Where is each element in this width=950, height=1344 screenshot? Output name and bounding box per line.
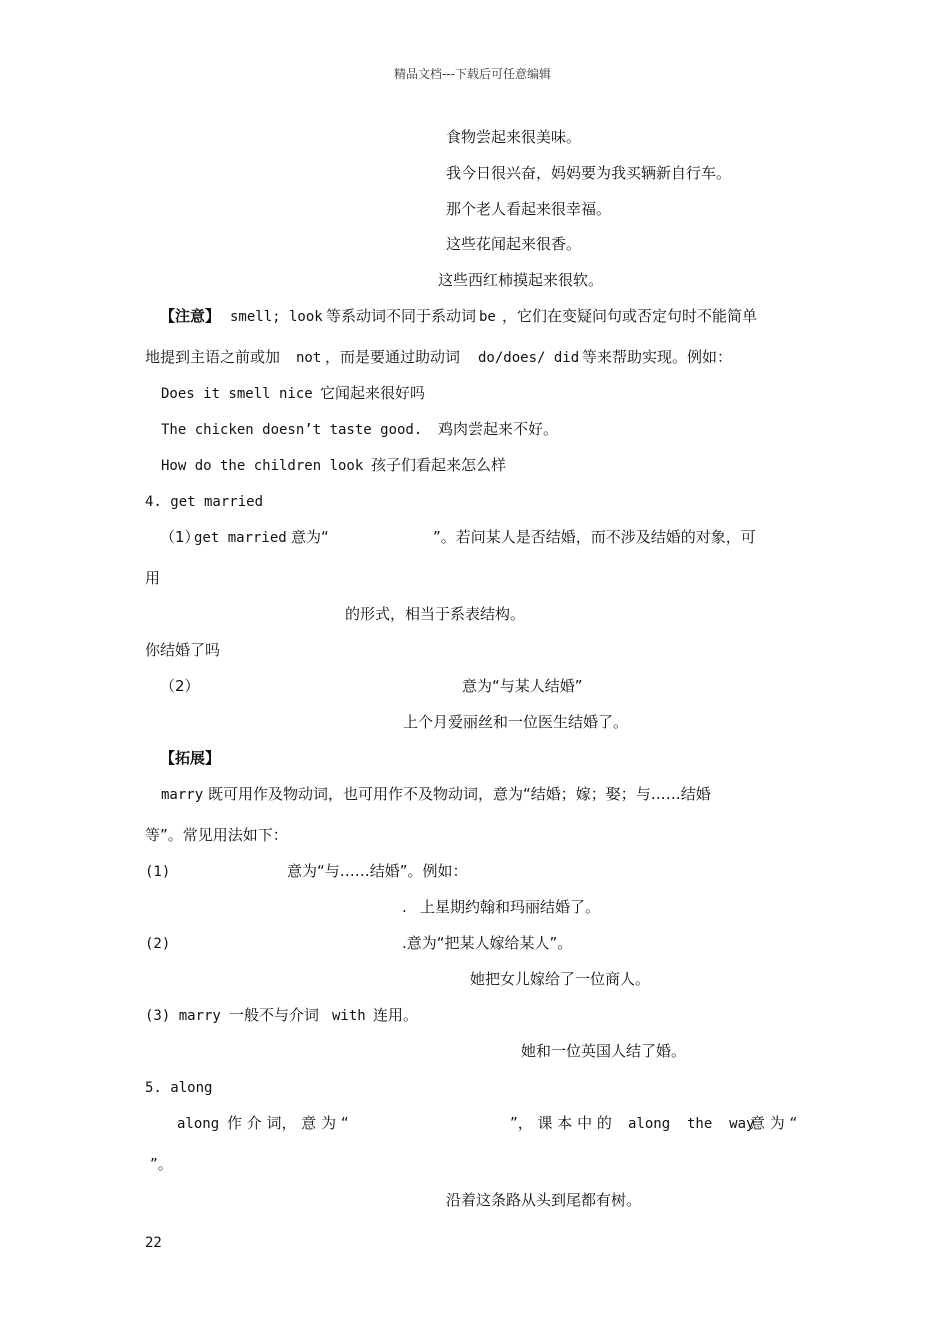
s4-2-number: （2） xyxy=(160,677,200,695)
s4-1-meaning-close: ”。若问某人是否结婚，而不涉及结婚的对象，可 xyxy=(433,528,756,546)
s4-1-number: （1） xyxy=(160,528,200,546)
note-keywords: smell; look xyxy=(230,309,323,325)
s5-text-2: ”， 课 本 中 的 xyxy=(510,1114,612,1132)
example-2-chinese: 鸡肉尝起来不好。 xyxy=(438,420,559,438)
page-header: 精品文档---下载后可任意编辑 xyxy=(394,67,551,81)
extension-text: 既可用作及物动词，也可用作不及物动词，意为“结婚；嫁；娶；与……结婚 xyxy=(208,785,711,803)
usage-1-number: (1) xyxy=(145,864,171,880)
note-be: be xyxy=(479,309,496,325)
section-5-heading: 5. along xyxy=(145,1080,213,1096)
sentence-flowers: 这些花闻起来很香。 xyxy=(446,235,582,253)
example-1-chinese: 它闻起来很好吗 xyxy=(320,384,426,402)
example-1-english: Does it smell nice xyxy=(161,386,313,402)
s4-1-continued: 用 xyxy=(145,569,161,587)
sentence-tomatoes: 这些西红柿摸起来很软。 xyxy=(438,271,604,289)
usage-3-example: 她和一位英国人结了婚。 xyxy=(521,1042,687,1060)
note2-text-2: ，而是要通过助动词 xyxy=(325,348,461,366)
section-4-heading: 4. get married xyxy=(145,494,264,510)
s5-along: along xyxy=(177,1116,220,1132)
usage-3-text-1: 一般不与介词 xyxy=(229,1006,320,1024)
s5-text-4: ”。 xyxy=(150,1155,173,1173)
usage-2-meaning: .意为“把某人嫁给某人”。 xyxy=(402,934,573,952)
example-3-english: How do the children look xyxy=(161,458,364,474)
extension-label: 【拓展】 xyxy=(160,749,221,767)
s4-1-phrase: get married xyxy=(194,530,287,546)
s4-2-example: 上个月爱丽丝和一位医生结婚了。 xyxy=(403,713,629,731)
page-number: 22 xyxy=(145,1235,162,1251)
sentence-old-man: 那个老人看起来很幸福。 xyxy=(446,200,612,218)
usage-3-number: (3) marry xyxy=(145,1008,221,1024)
s5-phrase: along the way xyxy=(628,1116,755,1132)
note-text-1: 等系动词不同于系动词 xyxy=(326,307,477,325)
s4-2-meaning: 意为“与某人结婚” xyxy=(462,677,583,695)
usage-1-example: 上星期约翰和玛丽结婚了。 xyxy=(420,898,601,916)
s4-1-form: 的形式，相当于系表结构。 xyxy=(345,605,526,623)
s5-example: 沿着这条路从头到尾都有树。 xyxy=(446,1191,642,1209)
usage-2-number: (2) xyxy=(145,936,171,952)
usage-1-dot: . xyxy=(402,898,407,916)
note2-aux-verbs: do/does/ did xyxy=(478,350,580,366)
note2-text-1: 地提到主语之前或加 xyxy=(145,348,281,366)
usage-2-example: 她把女儿嫁给了一位商人。 xyxy=(470,970,651,988)
extension-marry: marry xyxy=(161,787,204,803)
s5-text-1: 作 介 词， 意 为 “ xyxy=(227,1114,349,1132)
sentence-bike: 我今日很兴奋，妈妈要为我买辆新自行车。 xyxy=(446,164,732,182)
usage-3-with: with xyxy=(332,1008,366,1024)
usage-3-text-2: 连用。 xyxy=(373,1006,419,1024)
example-2-english: The chicken doesn’t taste good. xyxy=(161,422,423,438)
s5-text-3: 意 为 “ xyxy=(750,1114,798,1132)
s4-1-meaning-open: 意为“ xyxy=(291,528,329,546)
usage-1-meaning: 意为“与……结婚”。例如： xyxy=(287,862,468,880)
sentence-food: 食物尝起来很美味。 xyxy=(446,128,582,146)
note-label: 【注意】 xyxy=(160,307,221,325)
note-text-2: ，它们在变疑问句或否定句时不能简单 xyxy=(502,307,758,325)
extension-text-continued: 等”。常见用法如下： xyxy=(145,826,288,844)
example-3-chinese: 孩子们看起来怎么样 xyxy=(371,456,507,474)
s4-question: 你结婚了吗 xyxy=(145,641,221,659)
note2-text-3: 等来帮助实现。例如： xyxy=(582,348,733,366)
note2-not: not xyxy=(296,350,322,366)
